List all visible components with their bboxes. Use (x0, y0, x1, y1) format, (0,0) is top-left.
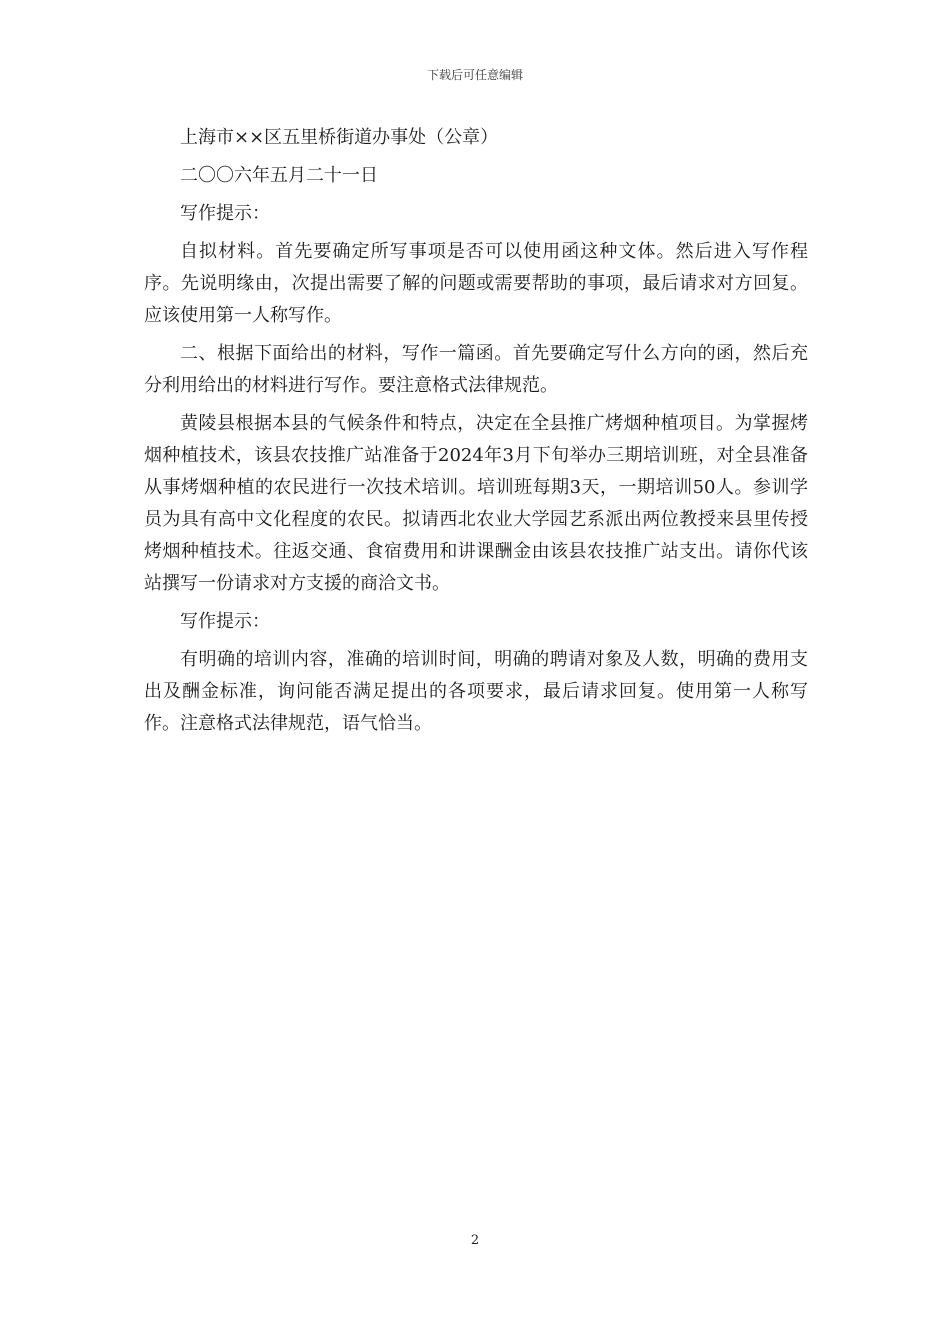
material-paragraph: 黄陵县根据本县的气候条件和特点，决定在全县推广烤烟种植项目。为掌握烤烟种植技术，该县农技推广站准备于2024年3月下旬举办三期培训班，对全县准备从事烤烟种植的农民进行一次技术培训。培训班每期3天，一期培训50人。参训学员为具有高中文化程度的农民。拟请西北农业大学园艺系派出两位教授来县里传授烤烟种植技术。往返交通、食宿费用和讲课酬金由该县农技推广站支出。请你代该站撰写一份请求对方支援的商洽文书。 (144, 413, 808, 594)
writing-tips-heading-1: 写作提示： (180, 203, 270, 224)
writing-tips-paragraph-1: 自拟材料。首先要确定所写事项是否可以使用函这种文体。然后进入写作程序。先说明缘由，次提出需要了解的问题或需要帮助的事项，最后请求对方回复。应该使用第一人称写作。 (144, 241, 808, 326)
exercise-two-paragraph: 二、根据下面给出的材料，写作一篇函。首先要确定写什么方向的函，然后充分利用给出的材料进行写作。要注意格式法律规范。 (144, 343, 808, 396)
date-line: 二〇〇六年五月二十一日 (180, 165, 378, 186)
page-number: 2 (470, 1233, 480, 1248)
page-header: 下载后可任意编辑 (426, 68, 523, 82)
issuer-seal-line: 上海市××区五里桥街道办事处（公章） (180, 127, 499, 148)
writing-tips-heading-2: 写作提示： (180, 611, 270, 632)
writing-tips-paragraph-2: 有明确的培训内容，准确的培训时间，明确的聘请对象及人数，明确的费用支出及酬金标准，询问能否满足提出的各项要求，最后请求回复。使用第一人称写作。注意格式法律规范，语气恰当。 (144, 649, 808, 734)
document-body (144, 122, 808, 746)
